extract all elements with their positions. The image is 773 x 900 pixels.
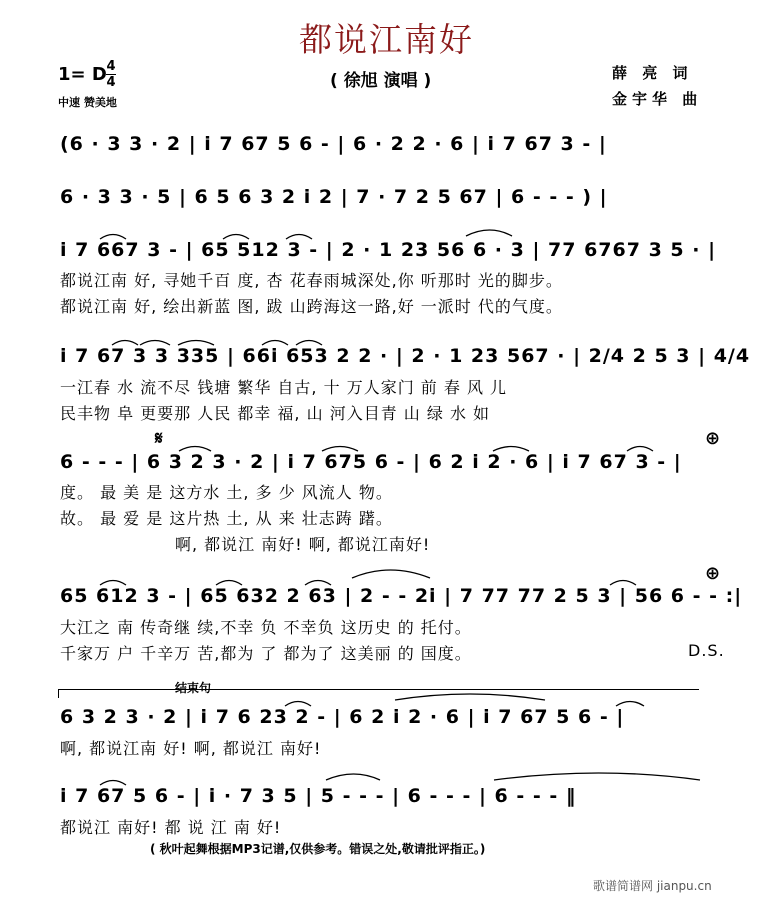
lyric-row-3-verse-1: 都说江南 好, 寻她千百 度, 杏 花春雨城深处,你 听那时 光的脚步。: [60, 271, 563, 290]
notation-row-5: 6 - - - | 6 3 2 3 · 2 | i 7 675 6 - | 6 2 i 2 · 6 | i 7 67 3 - |: [60, 451, 682, 473]
lyric-row-4-verse-2: 民丰物 阜 更要那 人民 都幸 福, 山 河入目青 山 绿 水 如: [60, 404, 491, 423]
notation-row-3: i 7 667 3 - | 65 512 3 - | 2 · 1 23 56 6 · 3 | 77 6767 3 5 · |: [60, 239, 717, 261]
notation-row-4: i 7 67 3 3 335 | 66i 653 2 2 · | 2 · 1 23 567 · | 2/4 2 5 3 | 4/4: [60, 345, 751, 367]
site-watermark: 歌谱简谱网 jianpu.cn: [593, 879, 712, 893]
lyric-row-6-verse-2: 千家万 户 千辛万 苦,都为 了 都为了 这美丽 的 国度。: [60, 644, 472, 663]
coda-sign: ⊕: [705, 428, 721, 449]
tempo-marking: 中速 赞美地: [58, 96, 117, 109]
footnote: ( 秋叶起舞根据MP3记谱,仅供参考。错误之处,敬请批评指正。): [150, 842, 486, 856]
coda-sign-2: ⊕: [705, 563, 721, 584]
lyric-row-7: 啊, 都说江南 好! 啊, 都说江 南好!: [60, 739, 322, 758]
segno-sign: 𝄋: [155, 428, 163, 449]
lyric-row-4-verse-1: 一江春 水 流不尽 钱塘 繁华 自古, 十 万人家门 前 春 风 儿: [60, 378, 508, 397]
singer-credit: ( 徐旭 演唱 ): [330, 71, 432, 91]
notation-row-1: (6 · 3 3 · 2 | i 7 67 5 6 - | 6 · 2 2 · 6 | i 7 67 3 - |: [60, 133, 607, 155]
lyric-row-6-verse-1: 大江之 南 传奇继 续,不幸 负 不幸负 这历史 的 托付。: [60, 618, 472, 637]
ds-marking: D.S.: [688, 641, 725, 660]
lyricist-credit: 薛 亮 词: [612, 64, 693, 82]
time-signature: 4 4: [106, 59, 116, 90]
notation-row-2: 6 · 3 3 · 5 | 6 5 6 3 2 i 2 | 7 · 7 2 5 67 | 6 - - - ) |: [60, 186, 608, 208]
composer-credit: 金宇华 曲: [612, 90, 703, 108]
song-title: 都说江南好: [299, 20, 474, 59]
ending-label: 结束句: [175, 681, 212, 695]
lyric-row-8: 都说江 南好! 都 说 江 南 好!: [60, 818, 282, 837]
notation-row-8: i 7 67 5 6 - | i · 7 3 5 | 5 - - - | 6 - - - | 6 - - - ‖: [60, 785, 577, 807]
lyric-row-5-verse-2: 故。 最 爱 是 这片热 土, 从 来 壮志踌 躇。: [60, 509, 393, 528]
lyric-row-3-verse-2: 都说江南 好, 绘出新蓝 图, 跋 山跨海这一路,好 一派时 代的气度。: [60, 297, 563, 316]
notation-row-7: 6 3 2 3 · 2 | i 7 6 23 2 - | 6 2 i 2 · 6 | i 7 67 5 6 - |: [60, 706, 625, 728]
lyric-row-5-verse-1: 度。 最 美 是 这方水 土, 多 少 风流人 物。: [60, 483, 393, 502]
key-signature: 1= D: [58, 64, 107, 85]
notation-row-6: 65 612 3 - | 65 632 2 63 | 2 - - 2i | 7 77 77 2 5 3 | 56 6 - - :|: [60, 585, 743, 607]
lyric-row-5-chorus: 啊, 都说江 南好! 啊, 都说江南好!: [175, 535, 431, 554]
